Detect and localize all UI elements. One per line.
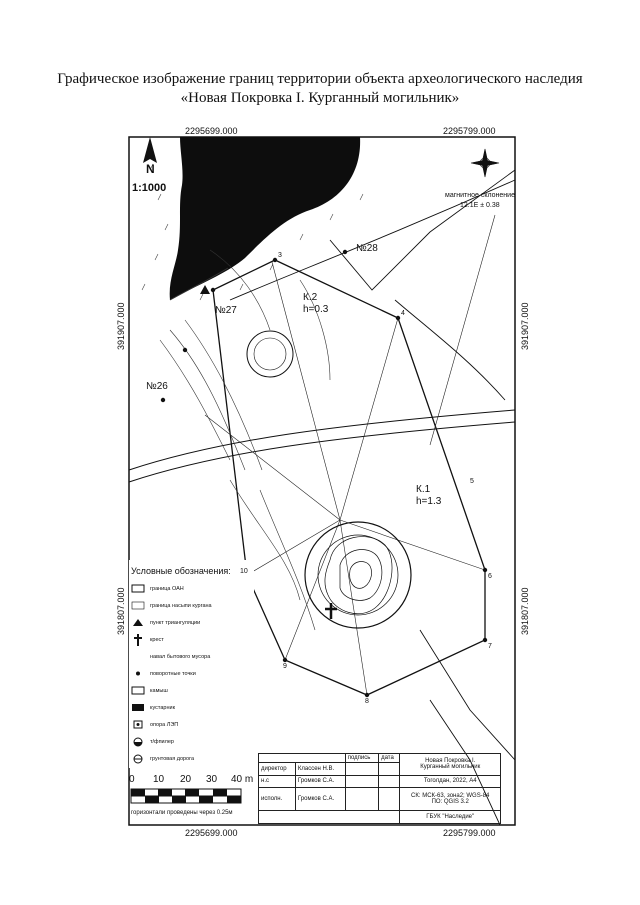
- point-4: 4: [401, 310, 405, 317]
- stamp-role: исполн.: [259, 788, 296, 811]
- stamp-crs: СК: МСК-63, зона2; WGS-84: [411, 793, 490, 800]
- coord-right-lower: 391807.000: [520, 587, 530, 635]
- stamp-role: н.с: [259, 775, 296, 788]
- scale-tick-40: 40 m: [231, 774, 254, 785]
- legend-item: [131, 733, 251, 750]
- legend: [131, 566, 251, 767]
- stamp-col-sign: подпись: [345, 754, 378, 763]
- legend-label: поворотные точки: [150, 670, 196, 677]
- legend-label: крест: [150, 636, 164, 643]
- legend-item: [131, 699, 251, 716]
- legend-label: т/фпилер: [150, 738, 174, 745]
- stamp-object-2: Курганный могильник: [420, 764, 481, 771]
- stamp-date: [379, 788, 400, 811]
- coord-top-right: 2295799.000: [443, 126, 496, 136]
- label-p27: №27: [215, 305, 237, 316]
- stamp-empty: [259, 754, 346, 763]
- stamp-empty: [259, 811, 400, 824]
- scale-tick-0: 0: [129, 774, 135, 785]
- coord-bottom-right: 2295799.000: [443, 828, 496, 838]
- legend-label: камыш: [150, 687, 168, 694]
- stamp-name: Громков С.А.: [295, 788, 345, 811]
- legend-label: граница ОАН: [150, 585, 184, 592]
- coord-left-lower: 391807.000: [116, 587, 126, 635]
- contour-note: горизонтали проведены через 0.25м: [131, 810, 233, 816]
- legend-item: [131, 614, 251, 631]
- coord-right-upper: 391907.000: [520, 302, 530, 350]
- stamp-name: Громков С.А.: [295, 775, 345, 788]
- legend-label: пункт триангуляции: [150, 619, 201, 626]
- stamp-software: ПО: QGIS 3.2: [431, 799, 469, 806]
- legend-label: опора ЛЭП: [150, 721, 179, 728]
- scale-bar-graphic: [131, 789, 241, 803]
- coord-left-upper: 391907.000: [116, 302, 126, 350]
- stamp-org: ГБУК "Наследие": [400, 811, 501, 824]
- stamp-date: [379, 775, 400, 788]
- point-8: 8: [365, 698, 369, 705]
- stamp-name: Классен Н.В.: [295, 763, 345, 776]
- legend-label: навал бытового мусора: [150, 653, 211, 660]
- label-k2-h: h=0.3: [303, 304, 329, 315]
- label-k2-name: К.2: [303, 292, 318, 303]
- coord-top-left: 2295699.000: [185, 126, 238, 136]
- legend-label: грунтовая дорога: [150, 755, 195, 762]
- label-p26: №26: [146, 381, 168, 392]
- title-block: [258, 753, 501, 824]
- point-3: 3: [278, 252, 282, 259]
- point-10: 10: [240, 568, 248, 575]
- legend-header: Условные обозначения:: [131, 566, 231, 576]
- scale-tick-20: 20: [180, 774, 192, 785]
- stamp-role: директор: [259, 763, 296, 776]
- title-line-1: Графическое изображение границ территории объекта археологического наследия: [57, 71, 583, 87]
- label-p28: №28: [356, 243, 378, 254]
- legend-item: [131, 750, 251, 767]
- legend-item: [131, 597, 251, 614]
- stamp-date: [379, 763, 400, 776]
- legend-item: [131, 716, 251, 733]
- north-letter: N: [146, 162, 155, 176]
- legend-label: граница насыпи кургана: [150, 602, 212, 609]
- point-7: 7: [488, 643, 492, 650]
- legend-item: [131, 682, 251, 699]
- label-k1-name: К.1: [416, 484, 431, 495]
- scale-tick-30: 30: [206, 774, 218, 785]
- point-6: 6: [488, 573, 492, 580]
- point-9: 9: [283, 663, 287, 670]
- stamp-sign: [345, 775, 378, 788]
- stamp-col-date: дата: [379, 754, 400, 763]
- point-5: 5: [470, 478, 474, 485]
- legend-item: [131, 580, 251, 597]
- magnetic-value: 12.1E ± 0.38: [460, 202, 500, 209]
- map-scale: 1:1000: [132, 182, 167, 194]
- label-k1-h: h=1.3: [416, 496, 442, 507]
- legend-label: кустарник: [150, 704, 175, 711]
- legend-item: [131, 631, 251, 648]
- scale-tick-10: 10: [153, 774, 165, 785]
- legend-item: [131, 648, 251, 665]
- coord-bottom-left: 2295699.000: [185, 828, 238, 838]
- magnetic-label: магнитное склонение: [445, 192, 515, 199]
- stamp-sign: [345, 763, 378, 776]
- stamp-sign: [345, 788, 378, 811]
- stamp-object-1: Новая Покровка I.: [425, 758, 476, 765]
- legend-item: [131, 665, 251, 682]
- title-line-2: «Новая Покровка I. Курганный могильник»: [180, 90, 460, 106]
- stamp-place: Тоголдан, 2022, А4: [400, 775, 501, 788]
